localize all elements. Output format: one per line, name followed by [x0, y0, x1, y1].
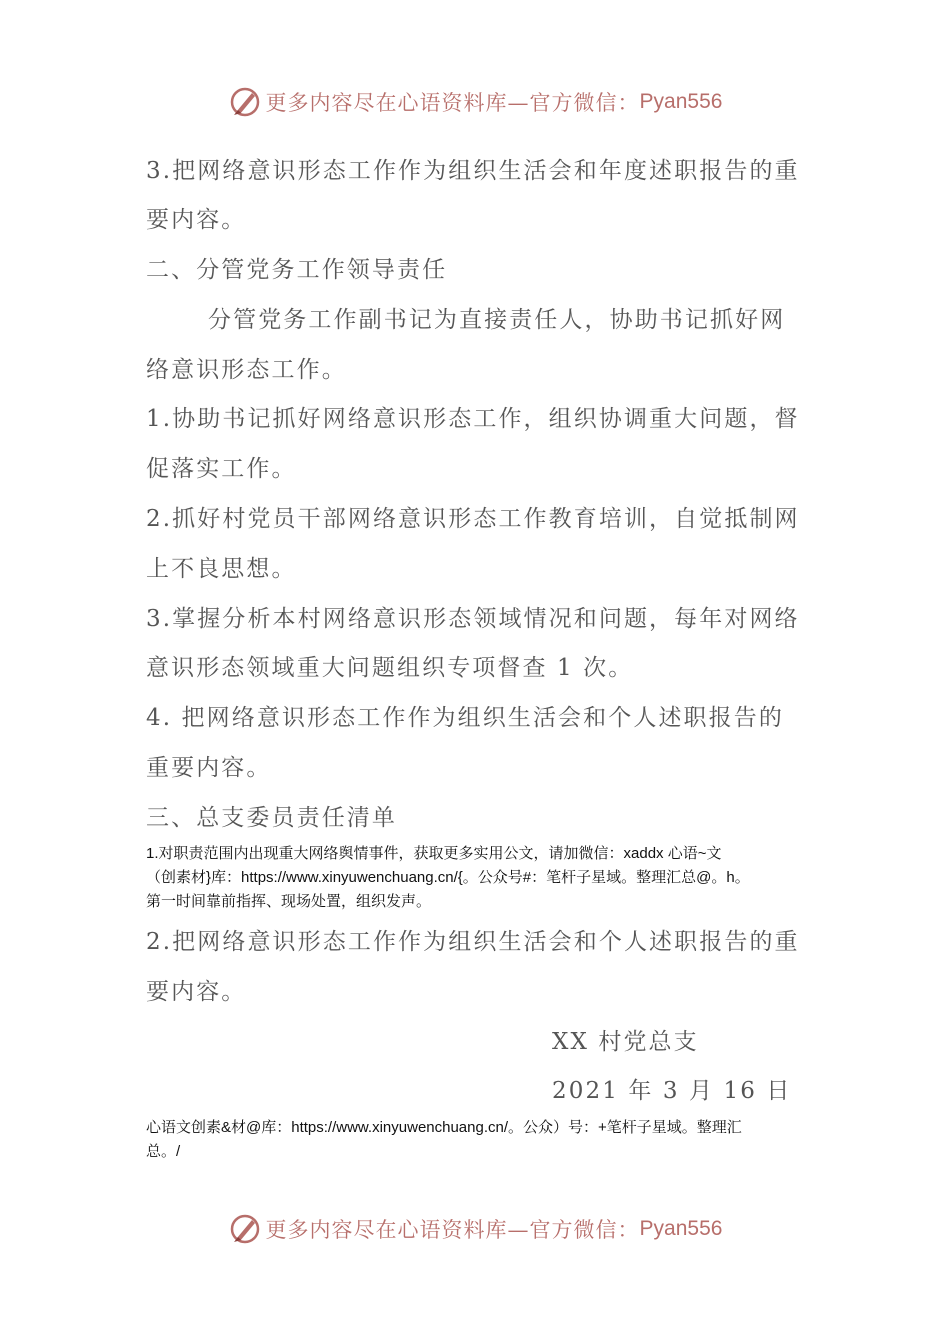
paragraph-line: 意识形态领域重大问题组织专项督查 1 次。 [146, 655, 634, 681]
footer-banner-id: Pyan556 [639, 1217, 723, 1240]
paragraph-line: 2.把网络意识形态工作作为组织生活会和个人述职报告的重 [146, 929, 800, 955]
watermark-note-line: 1.对职责范围内出现重大网络舆情事件，获取更多实用公文，请加微信：xaddx 心语~文 [146, 845, 722, 862]
section-heading: 二、分管党务工作领导责任 [146, 257, 448, 283]
paragraph-line: 要内容。 [146, 979, 247, 1005]
paragraph-line: 1.协助书记抓好网络意识形态工作，组织协调重大问题，督 [146, 406, 800, 432]
paragraph-line: 3.把网络意识形态工作作为组织生活会和年度述职报告的重 [146, 158, 800, 184]
watermark-note-line: （创素材}库：https://www.xinyuwenchuang.cn/{。公众号#：笔杆子星域。整理汇总@。h。 [146, 869, 750, 886]
paragraph-line: 络意识形态工作。 [146, 357, 347, 383]
pen-logo-icon [228, 85, 262, 119]
watermark-note-line: 第一时间靠前指挥、现场处置，组织发声。 [146, 893, 432, 910]
paragraph-line: 重要内容。 [146, 755, 272, 781]
watermark-note-line: 心语文创素&材@库：https://www.xinyuwenchuang.cn/。公众）号：+笔杆子星域。整理汇 [146, 1119, 742, 1136]
watermark-note-line: 总。/ [146, 1143, 181, 1160]
signature-date: 2021 年 3 月 16 日 [552, 1078, 792, 1104]
header-banner-text: 更多内容尽在心语资料库—官方微信： [265, 91, 640, 115]
signature-org: XX 村党总支 [552, 1029, 699, 1055]
footer-banner [0, 1209, 950, 1249]
footer-banner-text: 更多内容尽在心语资料库—官方微信： [265, 1218, 640, 1242]
paragraph-line: 上不良思想。 [146, 556, 297, 582]
pen-logo-icon [228, 1212, 262, 1246]
header-banner-id: Pyan556 [639, 90, 723, 113]
section-heading: 三、总支委员责任清单 [146, 805, 397, 831]
paragraph-line: 2.抓好村党员干部网络意识形态工作教育培训，自觉抵制网 [146, 506, 800, 532]
header-banner [0, 82, 950, 122]
paragraph-line: 促落实工作。 [146, 456, 297, 482]
paragraph-line: 要内容。 [146, 207, 247, 233]
paragraph-line: 分管党务工作副书记为直接责任人，协助书记抓好网 [208, 307, 786, 333]
paragraph-line: 4. 把网络意识形态工作作为组织生活会和个人述职报告的 [146, 705, 784, 731]
paragraph-line: 3.掌握分析本村网络意识形态领域情况和问题，每年对网络 [146, 606, 800, 632]
